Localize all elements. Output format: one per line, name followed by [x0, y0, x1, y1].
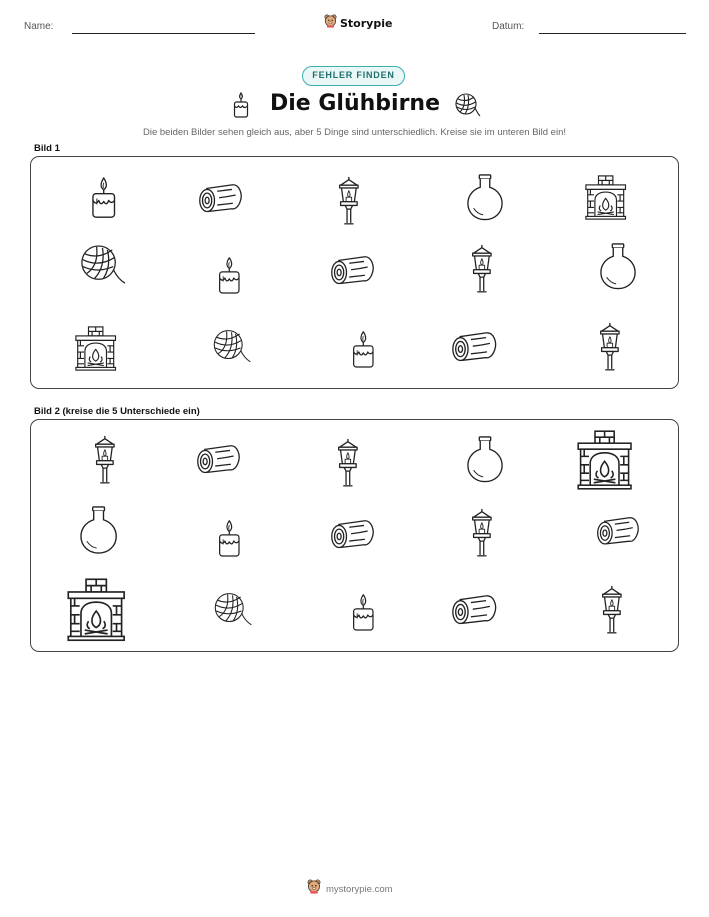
fireplace-icon[interactable] — [67, 578, 125, 647]
bear-mascot-icon — [324, 14, 337, 33]
footer-url: mystorypie.com — [326, 883, 393, 895]
category-badge: FEHLER FINDEN — [302, 66, 405, 86]
flask-icon[interactable] — [466, 436, 504, 489]
brand-logo — [324, 14, 392, 33]
yarn-icon[interactable] — [212, 592, 253, 633]
name-line[interactable] — [72, 33, 255, 34]
lantern-icon[interactable] — [599, 585, 625, 640]
bear-mascot-icon — [307, 879, 321, 899]
candle-icon — [351, 330, 376, 374]
candle-icon — [232, 91, 250, 124]
lantern-icon[interactable] — [92, 435, 118, 490]
footer — [307, 879, 393, 899]
name-label: Name: — [24, 21, 54, 32]
log-icon — [329, 255, 375, 291]
log-icon[interactable] — [450, 594, 498, 631]
yarn-icon — [78, 244, 127, 292]
log-icon — [197, 183, 243, 219]
lantern-icon — [597, 322, 623, 377]
yarn-icon — [211, 329, 252, 370]
lantern-icon[interactable] — [469, 508, 495, 563]
worksheet-title: Die Glühbirne — [269, 91, 441, 116]
brand-name: Storypie — [340, 17, 393, 30]
log-icon[interactable] — [195, 444, 241, 480]
lantern-icon — [469, 244, 495, 299]
flask-icon[interactable] — [79, 506, 118, 560]
log-icon[interactable] — [329, 519, 375, 555]
flask-icon — [466, 174, 504, 227]
fireplace-icon[interactable] — [577, 430, 632, 495]
lantern-icon — [336, 176, 362, 231]
candle-icon[interactable] — [351, 593, 376, 637]
fireplace-icon — [75, 326, 116, 376]
picture1-label: Bild 1 — [34, 143, 60, 154]
candle-icon — [217, 256, 242, 300]
log-icon — [450, 331, 498, 368]
flask-icon — [599, 243, 637, 296]
lantern-icon[interactable] — [335, 438, 361, 493]
date-line[interactable] — [539, 33, 686, 34]
candle-icon[interactable] — [217, 519, 242, 563]
picture2-label: Bild 2 (kreise die 5 Unterschiede ein) — [34, 406, 200, 417]
candle-icon — [90, 176, 117, 224]
instructions: Die beiden Bilder sehen gleich aus, aber 5 Dinge sind unterschiedlich. Kreise sie im unteren Bild ein! — [143, 127, 566, 138]
fireplace-icon — [585, 175, 626, 225]
date-label: Datum: — [492, 21, 525, 32]
yarn-ball-icon — [453, 92, 481, 123]
log-icon[interactable] — [595, 516, 640, 552]
